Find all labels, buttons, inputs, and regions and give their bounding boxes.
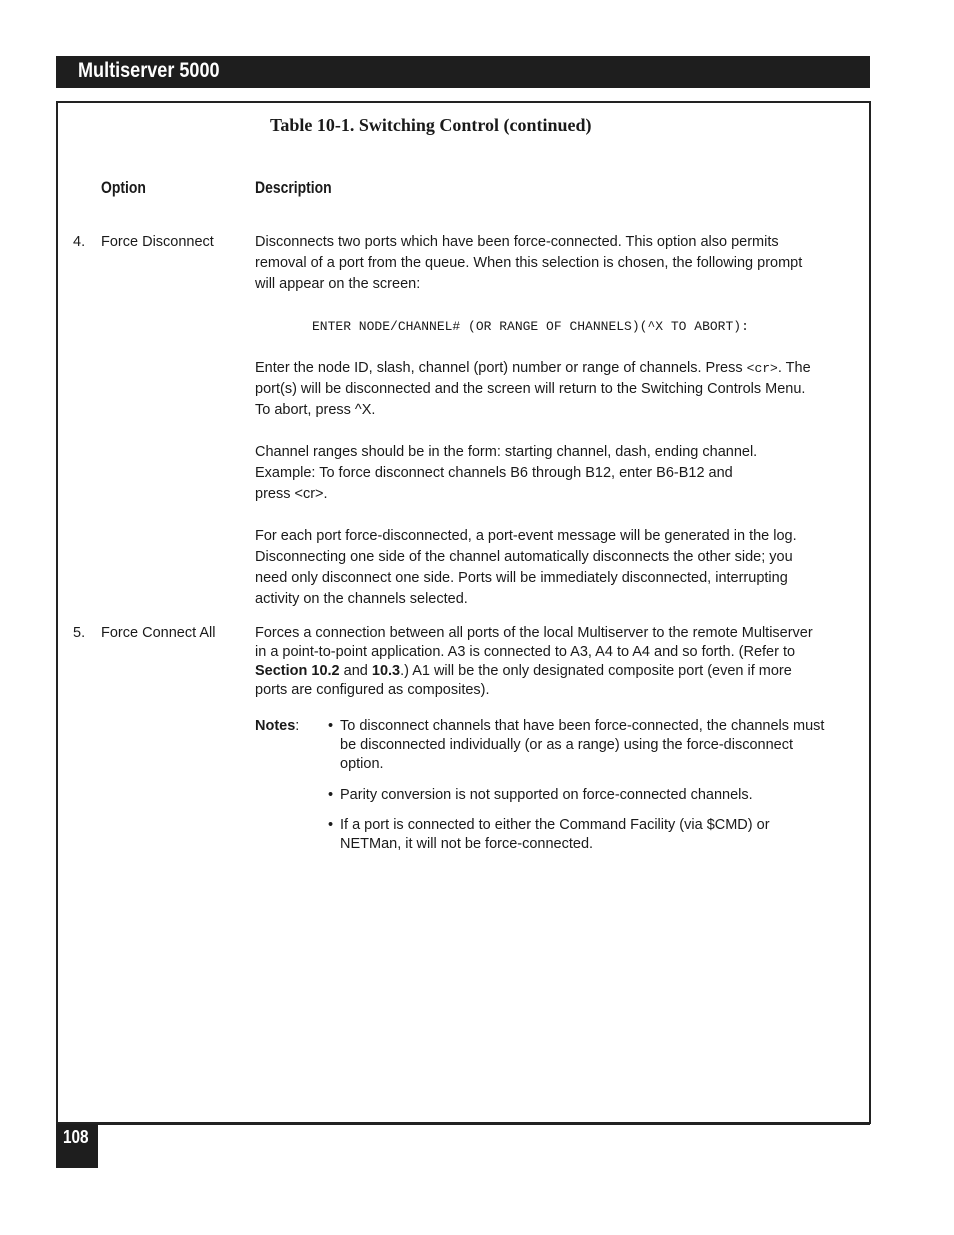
table-frame — [56, 101, 871, 1124]
text-line: Parity conversion is not supported on force-connected channels. — [340, 787, 753, 803]
text-line: need only disconnect one side. Ports will be immediately disconnected, interrupting — [255, 570, 788, 586]
text-line — [255, 358, 811, 379]
option-number: 4. — [73, 234, 86, 250]
text-line: Disconnecting one side of the channel automatically disconnects the other side; you — [255, 549, 793, 565]
note-item — [340, 816, 770, 854]
table-title: Table 10-1. Switching Control (continued) — [270, 115, 592, 135]
text-line: If a port is connected to either the Command Facility (via $CMD) or — [340, 817, 770, 833]
notes-label-text: Notes — [255, 718, 296, 734]
column-header-option: Option — [101, 178, 146, 197]
section-reference: 10.3 — [371, 663, 401, 679]
description-paragraph — [255, 526, 797, 610]
description-paragraph — [255, 624, 813, 700]
text-line: Disconnects two ports which have been force-connected. This option also permits — [255, 234, 779, 250]
text-segment: . The — [777, 360, 811, 376]
text-line: To abort, press ^X. — [255, 402, 376, 418]
bullet-marker: • — [328, 817, 334, 833]
text-line: ports are configured as composites). — [255, 682, 490, 698]
notes-colon: : — [295, 718, 300, 734]
text-line: will appear on the screen: — [255, 276, 421, 292]
text-line: removal of a port from the queue. When this selection is chosen, the following prompt — [255, 255, 803, 271]
text-line: port(s) will be disconnected and the screen will return to the Switching Controls Menu. — [255, 381, 806, 397]
text-line: Forces a connection between all ports of the local Multiserver to the remote Multiserver — [255, 625, 813, 641]
text-line: Channel ranges should be in the form: starting channel, dash, ending channel. — [255, 444, 758, 460]
bullet-marker: • — [328, 718, 334, 734]
text-line: be disconnected individually (or as a range) using the force-disconnect — [340, 737, 793, 753]
text-line: in a point-to-point application. A3 is connected to A3, A4 to A4 and so forth. (Refer to — [255, 644, 796, 660]
option-name: Force Connect All — [101, 625, 216, 641]
text-line: For each port force-disconnected, a port-event message will be generated in the log. — [255, 528, 797, 544]
text-line: To disconnect channels that have been force-connected, the channels must — [340, 718, 825, 734]
key-code: <cr> — [746, 361, 778, 376]
text-line: Example: To force disconnect channels B6 through B12, enter B6-B12 and — [255, 465, 733, 481]
text-line: NETMan, it will not be force-connected. — [340, 836, 594, 852]
description-paragraph — [255, 358, 811, 421]
option-number: 5. — [73, 625, 86, 641]
section-reference: Section 10.2 — [255, 663, 340, 679]
text-line — [255, 662, 813, 681]
running-header — [56, 56, 870, 88]
screen-prompt: ENTER NODE/CHANNEL# (OR RANGE OF CHANNELS)(^X TO ABORT): — [312, 319, 749, 334]
text-segment: .) A1 will be the only designated composite port (even if more — [400, 663, 792, 679]
description-paragraph — [255, 232, 802, 295]
bullet-marker: • — [328, 787, 334, 803]
text-line: press <cr>. — [255, 486, 328, 502]
description-paragraph — [255, 442, 757, 505]
text-line: option. — [340, 756, 384, 772]
text-line: activity on the channels selected. — [255, 591, 468, 607]
notes-label — [255, 717, 299, 736]
option-name: Force Disconnect — [101, 234, 214, 250]
column-header-description: Description — [255, 178, 332, 197]
text-segment: and — [339, 663, 372, 679]
manual-title: Multiserver 5000 — [78, 59, 220, 82]
page-number-box — [56, 1124, 98, 1168]
page-number: 108 — [63, 1127, 89, 1147]
footer-rule — [56, 1124, 870, 1125]
note-item — [340, 717, 824, 774]
note-item — [340, 786, 753, 805]
text-segment: Enter the node ID, slash, channel (port) number or range of channels. Press — [255, 360, 747, 376]
